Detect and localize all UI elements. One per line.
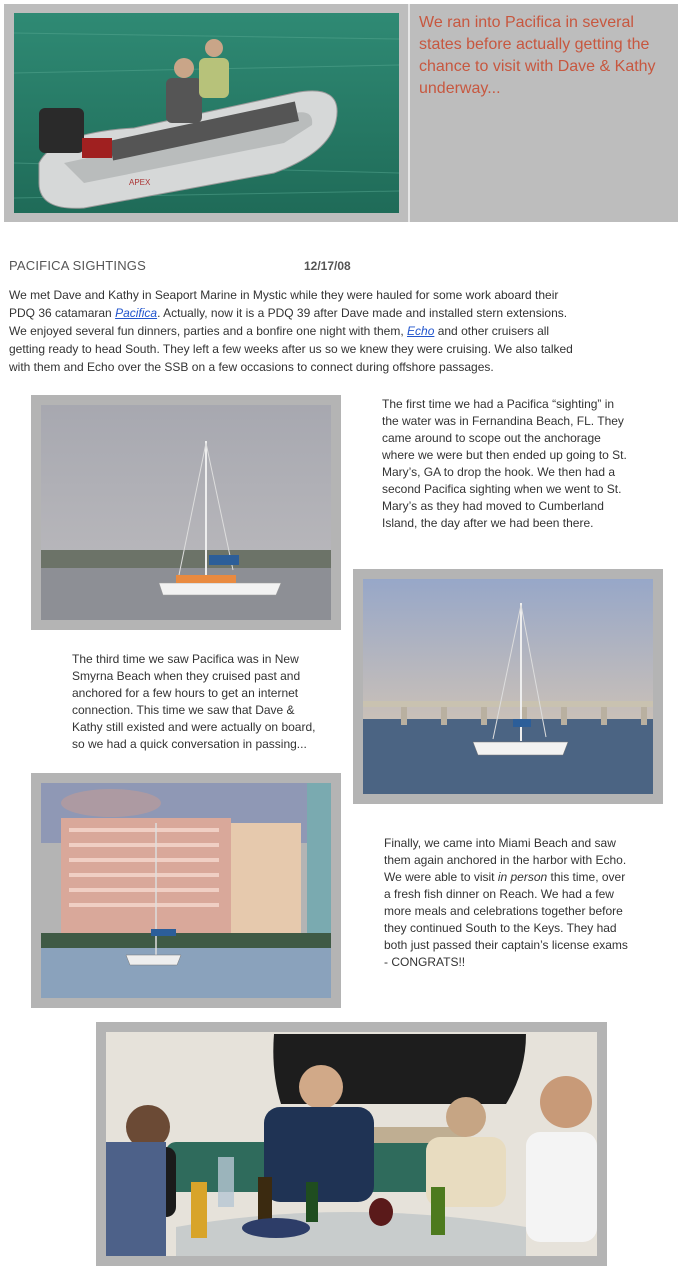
dinghy-photo [14,13,399,213]
first-sighting-text: The first time we had a Pacifica “sighting” in the water was in Fernandina Beach, FL. They came around to scope out the anchorage where we were but then ended up going to St. Mary’s, GA to drop the hook. We then had a second Pacifica sighting when we went to St. Mary’s as they had moved to Cumberland Island, the day after we had been there. [382,397,627,530]
finally-text [384,835,634,971]
group-dinner-photo [106,1032,597,1256]
miami-beach-photo [41,783,331,998]
intro-paragraph [9,286,579,376]
intro-text-1: We met Dave and Kathy in Seaport Marine in Mystic while they were hauled for some work aboard their PDQ 36 catamaran [9,288,559,320]
fernandina-catamaran-photo [41,405,331,620]
dinghy-brand-label: APEX [129,178,151,187]
third-sighting-text: The third time we saw Pacifica was in New Smyrna Beach when they cruised past and anchored for a few hours to get an internet connection. This time we saw that Dave & Kathy still existed and were actually on board, so we had a quick conversation in passing... [72,652,316,751]
section-date: 12/17/08 [304,259,351,273]
intro-text-3: and other cruisers all getting ready to head South. They left a few weeks after us so we knew they were cruising. We also talked with them and Echo over the SSB on a few occasions to connect during offshore passages. [9,324,573,374]
in-person-emphasis: in person [497,870,548,884]
new-smyrna-catamaran-photo [363,579,653,794]
banner-divider [408,4,410,222]
banner-caption: We ran into Pacifica in several states before actually getting the chance to visit with Dave & Kathy underway... [419,14,656,97]
pacifica-link[interactable]: Pacifica [115,306,158,320]
echo-link[interactable]: Echo [407,324,435,338]
section-title: PACIFICA SIGHTINGS [9,258,146,273]
finally-text-1: Finally, we came into Miami Beach and saw them again anchored in the harbor with Echo. We were able to visit [384,836,627,884]
finally-text-2: this time, over a fresh fish dinner on Reach. We had a few more meals and celebrations together before they continued South to the Keys. They had both just passed their captain’s license exams - CONGRATS!! [384,870,628,969]
intro-text-2: . Actually, now it is a PDQ 39 after Dave made and installed stern extensions. We enjoyed several fun dinners, parties and a bonfire one night with them, [9,306,568,338]
